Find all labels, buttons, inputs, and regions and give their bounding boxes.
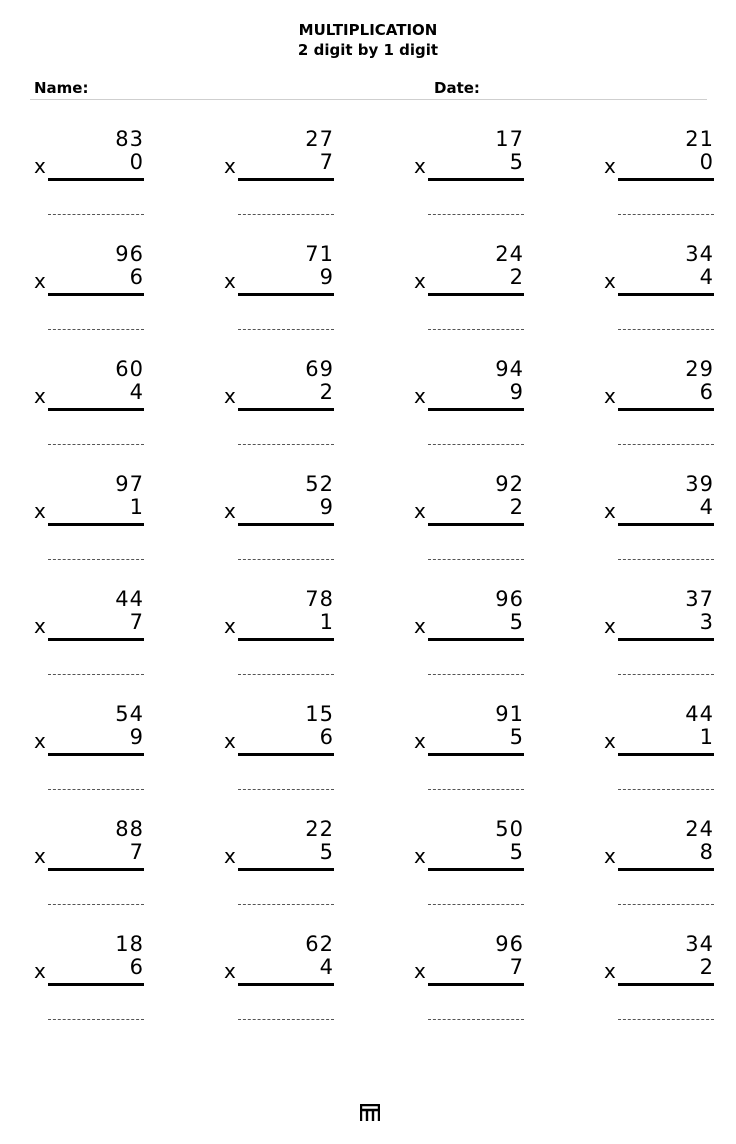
worksheet-title [0, 20, 736, 60]
problem-item [414, 472, 524, 572]
answer-line[interactable] [238, 329, 334, 330]
problem-underline [48, 753, 144, 756]
multiplier: 2 [699, 955, 714, 979]
problem-underline [48, 983, 144, 986]
problem-item [34, 587, 144, 687]
problem-item [224, 127, 334, 227]
times-sign: x [604, 384, 616, 408]
problem-item [604, 702, 714, 802]
problem-item [414, 357, 524, 457]
multiplier: 8 [699, 840, 714, 864]
answer-line[interactable] [618, 674, 714, 675]
problem-underline [48, 408, 144, 411]
times-sign: x [224, 499, 236, 523]
times-sign: x [224, 384, 236, 408]
problem-underline [238, 293, 334, 296]
problem-underline [48, 638, 144, 641]
answer-line[interactable] [48, 559, 144, 560]
worksheet-title-text: MULTIPLICATION [298, 21, 438, 39]
answer-line[interactable] [238, 904, 334, 905]
problem-underline [428, 523, 524, 526]
times-sign: x [224, 844, 236, 868]
problem-underline [428, 983, 524, 986]
times-sign: x [34, 154, 46, 178]
multiplier: 5 [509, 725, 524, 749]
times-sign: x [224, 154, 236, 178]
answer-line[interactable] [428, 904, 524, 905]
multiplicand: 62 [305, 932, 334, 956]
times-sign: x [414, 384, 426, 408]
answer-line[interactable] [618, 214, 714, 215]
times-sign: x [34, 384, 46, 408]
multiplier: 5 [509, 150, 524, 174]
problem-underline [48, 523, 144, 526]
multiplicand: 94 [495, 357, 524, 381]
times-sign: x [34, 614, 46, 638]
multiplicand: 34 [685, 932, 714, 956]
problem-underline [428, 868, 524, 871]
problem-underline [428, 178, 524, 181]
times-sign: x [604, 499, 616, 523]
times-sign: x [604, 269, 616, 293]
multiplier: 5 [319, 840, 334, 864]
multiplier: 9 [509, 380, 524, 404]
problem-underline [618, 753, 714, 756]
times-sign: x [414, 499, 426, 523]
multiplier: 7 [509, 955, 524, 979]
problem-underline [618, 293, 714, 296]
times-sign: x [34, 269, 46, 293]
problem-underline [238, 408, 334, 411]
problem-item [604, 587, 714, 687]
answer-line[interactable] [48, 789, 144, 790]
times-sign: x [414, 154, 426, 178]
multiplicand: 22 [305, 817, 334, 841]
answer-line[interactable] [238, 1019, 334, 1020]
multiplier: 9 [129, 725, 144, 749]
problem-underline [618, 523, 714, 526]
problem-item [604, 242, 714, 342]
times-sign: x [414, 269, 426, 293]
answer-line[interactable] [428, 674, 524, 675]
multiplicand: 96 [115, 242, 144, 266]
times-sign: x [414, 729, 426, 753]
answer-line[interactable] [618, 559, 714, 560]
times-sign: x [224, 269, 236, 293]
answer-line[interactable] [428, 214, 524, 215]
problem-item [414, 702, 524, 802]
answer-line[interactable] [48, 214, 144, 215]
answer-line[interactable] [48, 904, 144, 905]
multiplicand: 18 [115, 932, 144, 956]
answer-line[interactable] [238, 444, 334, 445]
problem-item [414, 817, 524, 917]
times-sign: x [414, 844, 426, 868]
problem-item [224, 587, 334, 687]
multiplicand: 97 [115, 472, 144, 496]
answer-line[interactable] [48, 1019, 144, 1020]
problem-underline [428, 408, 524, 411]
problem-item [34, 472, 144, 572]
name-label: Name: [34, 79, 89, 97]
answer-line[interactable] [428, 329, 524, 330]
multiplier: 1 [129, 495, 144, 519]
multiplier: 7 [129, 840, 144, 864]
multiplier: 6 [129, 955, 144, 979]
problem-underline [618, 408, 714, 411]
problem-underline [238, 638, 334, 641]
problem-underline [238, 178, 334, 181]
problem-underline [618, 638, 714, 641]
multiplicand: 21 [685, 127, 714, 151]
answer-line[interactable] [428, 1019, 524, 1020]
multiplier: 9 [319, 495, 334, 519]
multiplier: 9 [319, 265, 334, 289]
answer-line[interactable] [618, 444, 714, 445]
times-sign: x [224, 959, 236, 983]
multiplicand: 24 [495, 242, 524, 266]
times-sign: x [34, 729, 46, 753]
problem-item [224, 817, 334, 917]
multiplier: 4 [699, 265, 714, 289]
multiplier: 4 [699, 495, 714, 519]
multiplicand: 88 [115, 817, 144, 841]
problem-item [414, 587, 524, 687]
answer-line[interactable] [238, 789, 334, 790]
problem-item [34, 242, 144, 342]
problem-item [224, 242, 334, 342]
multiplicand: 44 [115, 587, 144, 611]
answer-line[interactable] [48, 329, 144, 330]
problem-item [414, 242, 524, 342]
multiplicand: 91 [495, 702, 524, 726]
date-label: Date: [434, 79, 480, 97]
problem-item [224, 932, 334, 1032]
multiplier: 1 [319, 610, 334, 634]
times-sign: x [604, 959, 616, 983]
times-sign: x [414, 614, 426, 638]
problem-underline [618, 983, 714, 986]
problem-underline [238, 753, 334, 756]
answer-line[interactable] [618, 1019, 714, 1020]
multiplier: 4 [129, 380, 144, 404]
answer-line[interactable] [618, 329, 714, 330]
problem-underline [48, 293, 144, 296]
times-sign: x [224, 614, 236, 638]
problem-item [604, 817, 714, 917]
times-sign: x [604, 844, 616, 868]
multiplicand: 96 [495, 587, 524, 611]
multiplier: 6 [129, 265, 144, 289]
multiplier: 7 [319, 150, 334, 174]
worksheet-subtitle: 2 digit by 1 digit [297, 41, 439, 59]
multiplicand: 15 [305, 702, 334, 726]
multiplicand: 39 [685, 472, 714, 496]
answer-line[interactable] [428, 444, 524, 445]
multiplier: 4 [319, 955, 334, 979]
multiplier: 2 [509, 265, 524, 289]
problem-underline [238, 868, 334, 871]
times-sign: x [34, 844, 46, 868]
problem-item [604, 932, 714, 1032]
multiplier: 0 [129, 150, 144, 174]
times-sign: x [604, 729, 616, 753]
multiplicand: 50 [495, 817, 524, 841]
answer-line[interactable] [618, 789, 714, 790]
problem-item [34, 702, 144, 802]
problem-item [224, 472, 334, 572]
problem-underline [238, 983, 334, 986]
problem-item [604, 472, 714, 572]
multiplicand: 24 [685, 817, 714, 841]
header-divider [30, 99, 707, 100]
problem-item [34, 127, 144, 227]
multiplicand: 71 [305, 242, 334, 266]
multiplicand: 78 [305, 587, 334, 611]
multiplicand: 96 [495, 932, 524, 956]
problem-item [224, 702, 334, 802]
multiplier: 1 [699, 725, 714, 749]
answer-line[interactable] [238, 214, 334, 215]
multiplier: 5 [509, 610, 524, 634]
problem-item [604, 127, 714, 227]
problem-item [604, 357, 714, 457]
answer-line[interactable] [48, 444, 144, 445]
multiplicand: 17 [495, 127, 524, 151]
problem-underline [48, 178, 144, 181]
multiplicand: 34 [685, 242, 714, 266]
answer-line[interactable] [238, 674, 334, 675]
multiplicand: 37 [685, 587, 714, 611]
multiplier: 6 [699, 380, 714, 404]
multiplier: 7 [129, 610, 144, 634]
multiplier: 2 [319, 380, 334, 404]
publisher-logo-icon [360, 1104, 380, 1122]
multiplicand: 27 [305, 127, 334, 151]
multiplier: 3 [699, 610, 714, 634]
multiplicand: 60 [115, 357, 144, 381]
problem-underline [238, 523, 334, 526]
multiplicand: 69 [305, 357, 334, 381]
times-sign: x [34, 499, 46, 523]
problem-underline [428, 638, 524, 641]
answer-line[interactable] [238, 559, 334, 560]
multiplier: 2 [509, 495, 524, 519]
problem-item [224, 357, 334, 457]
problem-underline [428, 293, 524, 296]
times-sign: x [414, 959, 426, 983]
multiplier: 0 [699, 150, 714, 174]
times-sign: x [604, 614, 616, 638]
problem-item [34, 357, 144, 457]
problem-underline [48, 868, 144, 871]
times-sign: x [224, 729, 236, 753]
multiplicand: 44 [685, 702, 714, 726]
problem-item [414, 127, 524, 227]
problem-item [34, 817, 144, 917]
answer-line[interactable] [48, 674, 144, 675]
answer-line[interactable] [618, 904, 714, 905]
answer-line[interactable] [428, 789, 524, 790]
problem-item [414, 932, 524, 1032]
problem-item [34, 932, 144, 1032]
multiplicand: 83 [115, 127, 144, 151]
multiplicand: 29 [685, 357, 714, 381]
multiplicand: 52 [305, 472, 334, 496]
problem-underline [618, 178, 714, 181]
problem-underline [618, 868, 714, 871]
answer-line[interactable] [428, 559, 524, 560]
multiplicand: 54 [115, 702, 144, 726]
times-sign: x [604, 154, 616, 178]
times-sign: x [34, 959, 46, 983]
multiplier: 6 [319, 725, 334, 749]
multiplier: 5 [509, 840, 524, 864]
multiplicand: 92 [495, 472, 524, 496]
problem-underline [428, 753, 524, 756]
